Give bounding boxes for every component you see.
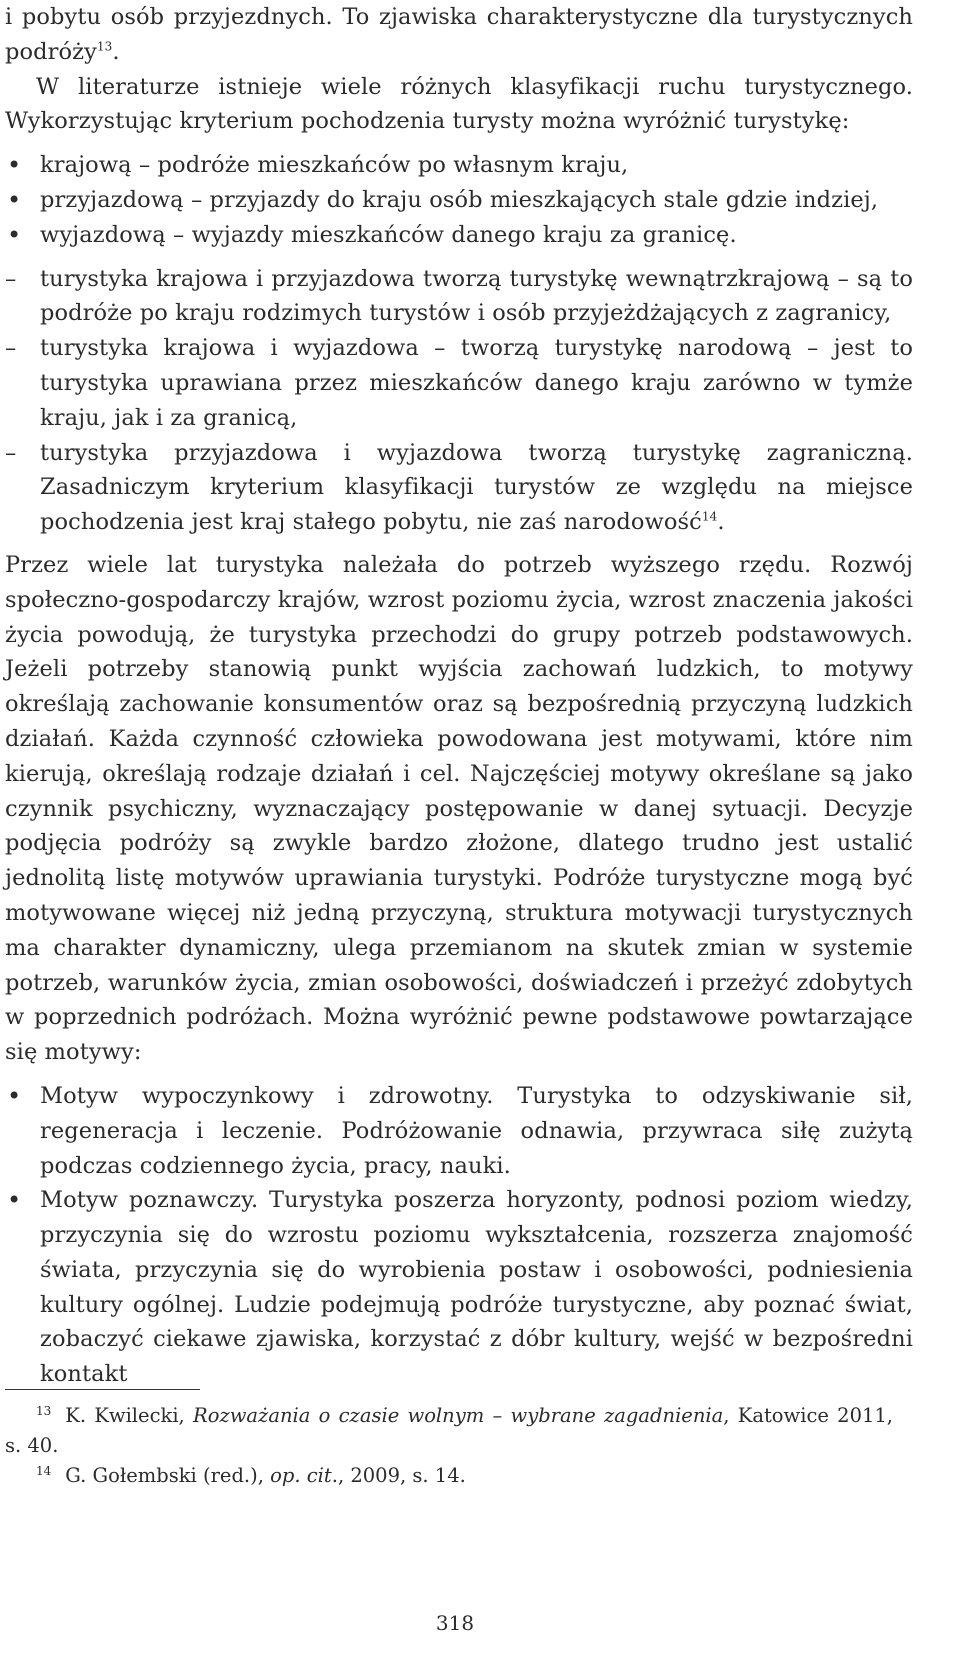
bullet-icon: •: [7, 220, 22, 249]
footnote-number: 13: [36, 1403, 52, 1418]
list-item-text: turystyka krajowa i wyjazdowa – tworzą turystykę narodową – jest to turystyka uprawiana przez mieszkańców danego kraju zarówno w tymże kraju, jak i za granicą,: [40, 335, 913, 431]
intro-text: i pobytu osób przyjezdnych. To zjawiska charakterystyczne dla turystycznych podróży: [5, 4, 913, 65]
list-item: [5, 183, 913, 218]
footnote-number: 14: [36, 1463, 52, 1478]
list-item: [5, 436, 913, 540]
footnote-divider: [5, 1389, 200, 1390]
list-item: [5, 218, 913, 253]
footnote-text: ., 2009, s. 14.: [331, 1464, 466, 1487]
bullet-icon: •: [7, 185, 22, 214]
list-item-text: turystyka przyjazdowa i wyjazdowa tworzą turystykę zagraniczną. Zasadniczym kryterium klasyfikacji turystów ze względu na miejsce pochodzenia jest kraj stałego pobytu, nie zaś narodowość: [40, 439, 913, 536]
list-item: [5, 1079, 913, 1183]
classification-intro: W literaturze istnieje wiele różnych klasyfikacji ruchu turystycznego. Wykorzystując kryterium pochodzenia turysty można wyróżnić turystykę:: [5, 73, 913, 135]
footnote-ref-14[interactable]: 14: [701, 509, 718, 524]
footnote-text: K. Kwilecki,: [65, 1404, 194, 1427]
list-item: [5, 148, 913, 183]
footnote-ref-13[interactable]: 13: [96, 39, 113, 54]
page-number: 318: [435, 1611, 475, 1635]
list-item-text: Motyw poznawczy. Turystyka poszerza horyzonty, podnosi poziom wiedzy, przyczynia się do wzrostu poziomu wykształcenia, rozszerza znajomość świata, przyczynia się do wyrobienia postaw i osobowości, podniesienia kultury ogólnej. Ludzie podejmują podróże turystyczne, aby poznać świat, zobaczyć ciekawe zjawiska, korzystać z dóbr kultury, wejść w bezpośredni kontakt: [40, 1187, 913, 1388]
motivation-paragraph: Przez wiele lat turystyka należała do potrzeb wyższego rzędu. Rozwój społeczno-gospodarczy krajów, wzrost poziomu życia, wzrost znaczenia jakości życia powodują, że turystyka przechodzi do grupy potrzeb podstawowych. Jeżeli potrzeby stanowią punkt wyjścia zachowań ludzkich, to motywy określają zachowanie konsumentów oraz są bezpośrednią przyczyną ludzkich działań. Każda czynność człowieka powodowana jest motywami, które nim kierują, określają rodzaje działań i cel. Najczęściej motywy określane są jako czynnik psychiczny, wyznaczający postępowanie w danej sytuacji. Decyzje podjęcia podróży są zwykle bardzo złożone, dlatego trudno jest ustalić jednolitą listę motywów uprawiania turystyki. Podróże turystyczne mogą być motywowane więcej niż jedną przyczyną, struktura motywacji turystycznych ma charakter dynamiczny, ulega przemianom na skutek zmian w systemie potrzeb, warunków życia, zmian osobowości, doświadczeń i przeżyć zdobytych w poprzednich podróżach. Można wyróżnić pewne podstawowe powtarzające się motywy:: [5, 551, 913, 1066]
list-item-text: turystyka krajowa i przyjazdowa tworzą turystykę wewnątrzkrajową – są to podróże po kraju rodzimych turystów i osób przyjeżdżających z zagranicy,: [40, 265, 913, 327]
dash-icon: –: [5, 439, 17, 466]
intro-paragraph-continuation: [5, 0, 913, 70]
intro-period: .: [112, 38, 120, 65]
list-item-text: wyjazdową – wyjazdy mieszkańców danego kraju za granicę.: [40, 221, 737, 248]
list-item: [5, 262, 913, 332]
list-item: [5, 331, 913, 435]
dash-icon: –: [5, 335, 17, 362]
dash-icon: –: [5, 265, 17, 292]
footnote-13: [5, 1401, 893, 1461]
footnote-title: op. cit: [270, 1464, 332, 1487]
page-body: [5, 0, 913, 1392]
footnote-text: G. Gołembski (red.),: [65, 1464, 271, 1487]
list-item-text: krajową – podróże mieszkańców po własnym kraju,: [40, 152, 629, 179]
footnote-title: Rozważania o czasie wolnym – wybrane zagadnienia: [193, 1404, 724, 1427]
list-item-text: przyjazdową – przyjazdy do kraju osób mieszkających stale gdzie indziej,: [40, 186, 879, 213]
motives-list: [5, 1079, 913, 1392]
bullet-icon: •: [7, 1186, 22, 1215]
bullet-icon: •: [7, 151, 22, 180]
list-item-text: Motyw wypoczynkowy i zdrowotny. Turystyka to odzyskiwanie sił, regeneracja i leczenie. Podróżowanie odnawia, przywraca siłę zużytą podczas codziennego życia, pracy, nauki.: [40, 1082, 913, 1179]
footnotes: [5, 1401, 893, 1491]
list-item-period: .: [717, 509, 725, 536]
tourism-combinations-list: [5, 262, 913, 540]
footnote-14: [5, 1461, 893, 1491]
footnote-text: , Katowice 2011, s. 40.: [5, 1404, 893, 1457]
bullet-icon: •: [7, 1081, 22, 1110]
list-item: [5, 1183, 913, 1392]
tourism-types-list: [5, 148, 913, 252]
